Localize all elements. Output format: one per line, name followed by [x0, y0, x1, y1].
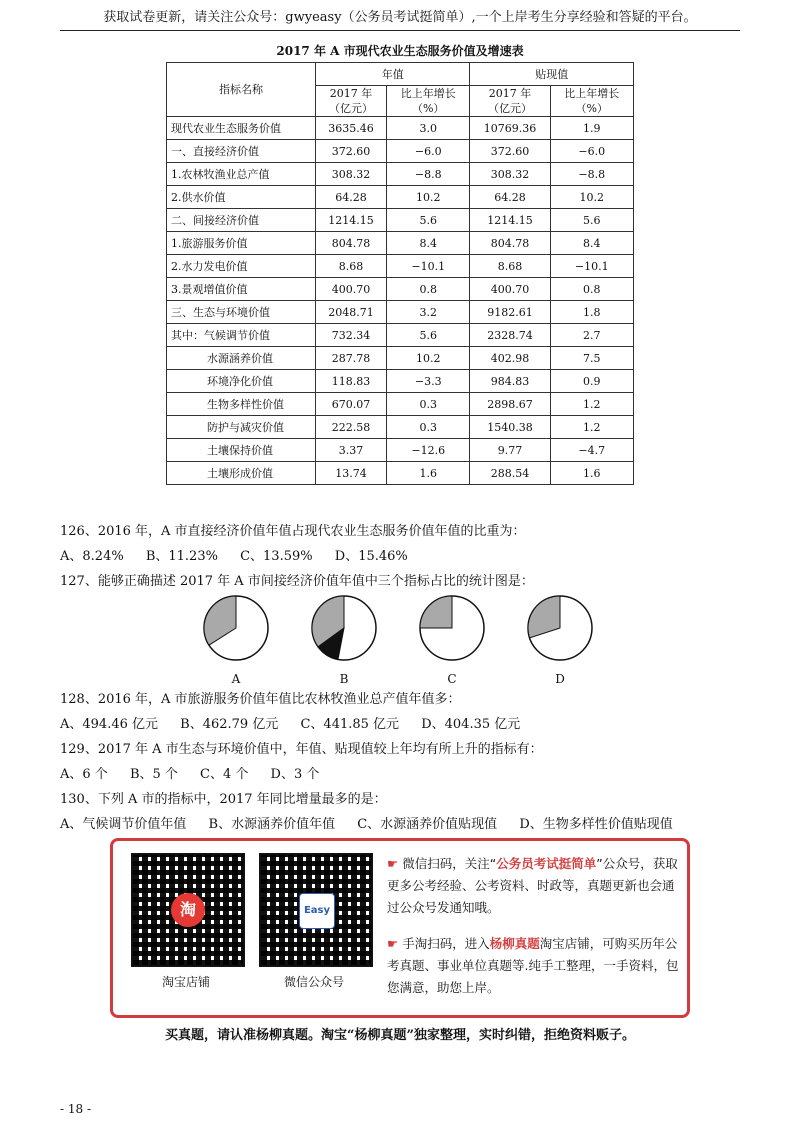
question-126: 126、2016 年，A 市直接经济价值年值占现代农业生态服务价值年值的比重为： [60, 524, 526, 539]
cell-indicator-name: 三、生态与环境价值 [167, 301, 316, 324]
cell-discount-growth: 2.7 [550, 324, 633, 347]
footer-notice: 买真题，请认准杨柳真题。淘宝“杨柳真题”独家整理，实时纠错，拒绝资料贩子。 [165, 1028, 635, 1043]
cell-discount-growth: 1.9 [550, 117, 633, 140]
pie-option-label: B [339, 672, 349, 686]
cell-annual-value: 287.78 [316, 347, 387, 370]
pie-chart [200, 592, 272, 664]
option-d[interactable]: D、404.35 亿元 [421, 717, 521, 732]
cell-indicator-name: 2.水力发电价值 [167, 255, 316, 278]
table-row [167, 462, 634, 485]
option-c[interactable]: C、4 个 [200, 767, 249, 782]
option-b[interactable]: B、水源涵养价值年值 [208, 817, 336, 832]
cell-discount-value: 1540.38 [470, 416, 550, 439]
cell-annual-value: 400.70 [316, 278, 387, 301]
col-discount-growth: 比上年增长 （%） [550, 86, 633, 117]
pointing-hand-icon: ☛ [387, 856, 399, 871]
cell-annual-growth: −12.6 [387, 439, 470, 462]
cell-annual-growth: 0.3 [387, 416, 470, 439]
cell-annual-growth: 3.2 [387, 301, 470, 324]
table-row [167, 140, 634, 163]
wechat-promo-text: ☛ 微信扫码，关注“公务员考试挺简单”公众号，获取更多公考经验、公考资料、时政等，真题更新也会通过公众号发通知哦。 [387, 853, 683, 919]
col-group-annual: 年值 [316, 63, 470, 86]
table-row [167, 163, 634, 186]
cell-indicator-name: 1.旅游服务价值 [167, 232, 316, 255]
cell-annual-value: 2048.71 [316, 301, 387, 324]
taobao-icon: 淘 [171, 893, 205, 927]
cell-discount-value: 804.78 [470, 232, 550, 255]
pie-option-c[interactable] [416, 592, 488, 686]
table-row [167, 416, 634, 439]
table-row [167, 347, 634, 370]
cell-discount-value: 8.68 [470, 255, 550, 278]
question-128: 128、2016 年，A 市旅游服务价值年值比农林牧渔业总产值年值多： [60, 692, 461, 707]
taobao-qr-caption: 淘宝店铺 [161, 975, 210, 989]
table-row [167, 255, 634, 278]
cell-discount-value: 9182.61 [470, 301, 550, 324]
cell-annual-value: 3.37 [316, 439, 387, 462]
question-128-options [60, 713, 538, 732]
cell-indicator-name: 防护与减灾价值 [167, 416, 316, 439]
cell-annual-value: 13.74 [316, 462, 387, 485]
cell-discount-growth: 10.2 [550, 186, 633, 209]
cell-discount-value: 984.83 [470, 370, 550, 393]
pie-option-b[interactable] [308, 592, 380, 686]
pie-chart [308, 592, 380, 664]
col-header-name: 指标名称 [167, 63, 316, 117]
pie-option-a[interactable] [200, 592, 272, 686]
option-b[interactable]: B、5 个 [129, 767, 178, 782]
cell-discount-growth: 0.9 [550, 370, 633, 393]
cell-indicator-name: 水源涵养价值 [167, 347, 316, 370]
cell-indicator-name: 土壤保持价值 [167, 439, 316, 462]
option-a[interactable]: A、8.24% [60, 549, 124, 564]
option-a[interactable]: A、气候调节价值年值 [60, 817, 187, 832]
cell-discount-growth: −6.0 [550, 140, 633, 163]
cell-discount-growth: 1.2 [550, 393, 633, 416]
col-annual-growth: 比上年增长 （%） [387, 86, 470, 117]
option-a[interactable]: A、494.46 亿元 [60, 717, 159, 732]
pie-options [200, 592, 600, 686]
cell-discount-growth: 1.8 [550, 301, 633, 324]
cell-annual-growth: 5.6 [387, 209, 470, 232]
option-d[interactable]: D、3 个 [270, 767, 320, 782]
cell-indicator-name: 1.农林牧渔业总产值 [167, 163, 316, 186]
table-row [167, 278, 634, 301]
cell-discount-growth: 1.6 [550, 462, 633, 485]
cell-annual-value: 732.34 [316, 324, 387, 347]
cell-indicator-name: 土壤形成价值 [167, 462, 316, 485]
option-d[interactable]: D、15.46% [334, 549, 408, 564]
cell-annual-value: 64.28 [316, 186, 387, 209]
cell-annual-growth: 5.6 [387, 324, 470, 347]
cell-discount-growth: 7.5 [550, 347, 633, 370]
page-number: - 18 - [60, 1102, 92, 1116]
cell-indicator-name: 其中：气候调节价值 [167, 324, 316, 347]
wechat-qr-code[interactable] [259, 853, 373, 967]
table-row [167, 209, 634, 232]
option-c[interactable]: C、13.59% [240, 549, 313, 564]
cell-discount-growth: 0.8 [550, 278, 633, 301]
cell-annual-growth: −8.8 [387, 163, 470, 186]
pie-chart [416, 592, 488, 664]
col-annual-value: 2017 年 （亿元） [316, 86, 387, 117]
cell-annual-value: 804.78 [316, 232, 387, 255]
pie-option-label: D [555, 672, 565, 686]
cell-discount-value: 402.98 [470, 347, 550, 370]
cell-annual-growth: −10.1 [387, 255, 470, 278]
cell-annual-growth: 0.3 [387, 393, 470, 416]
cell-annual-value: 1214.15 [316, 209, 387, 232]
question-129: 129、2017 年 A 市生态与环境价值中，年值、贴现值较上年均有所上升的指标有： [60, 742, 543, 757]
cell-annual-value: 118.83 [316, 370, 387, 393]
cell-annual-growth: 3.0 [387, 117, 470, 140]
cell-annual-value: 308.32 [316, 163, 387, 186]
cell-annual-value: 3635.46 [316, 117, 387, 140]
table-row [167, 232, 634, 255]
question-130-options [60, 813, 673, 832]
cell-discount-value: 9.77 [470, 439, 550, 462]
option-a[interactable]: A、6 个 [60, 767, 108, 782]
cell-discount-growth: 5.6 [550, 209, 633, 232]
cell-annual-growth: 0.8 [387, 278, 470, 301]
cell-indicator-name: 现代农业生态服务价值 [167, 117, 316, 140]
cell-annual-growth: 1.6 [387, 462, 470, 485]
cell-annual-value: 670.07 [316, 393, 387, 416]
taobao-qr-code[interactable] [131, 853, 245, 967]
table-row [167, 393, 634, 416]
table-row [167, 439, 634, 462]
easy-logo-icon: Easy [299, 893, 335, 929]
option-b[interactable]: B、462.79 亿元 [180, 717, 279, 732]
wechat-qr-caption: 微信公众号 [283, 975, 344, 989]
table-title: 2017 年 A 市现代农业生态服务价值及增速表 [276, 44, 524, 58]
col-group-discount: 贴现值 [470, 63, 634, 86]
promo-box [110, 838, 690, 1018]
cell-discount-value: 400.70 [470, 278, 550, 301]
cell-discount-value: 372.60 [470, 140, 550, 163]
table-row [167, 324, 634, 347]
cell-annual-growth: −6.0 [387, 140, 470, 163]
cell-discount-value: 2898.67 [470, 393, 550, 416]
cell-discount-growth: −10.1 [550, 255, 633, 278]
cell-discount-value: 2328.74 [470, 324, 550, 347]
cell-indicator-name: 二、间接经济价值 [167, 209, 316, 232]
cell-indicator-name: 环境净化价值 [167, 370, 316, 393]
taobao-promo-text: ☛ 手淘扫码，进入杨柳真题淘宝店铺，可购买历年公考真题、事业单位真题等.纯手工整理，一手资料，包您满意，助您上岸。 [387, 933, 683, 999]
cell-indicator-name: 2.供水价值 [167, 186, 316, 209]
cell-indicator-name: 生物多样性价值 [167, 393, 316, 416]
cell-indicator-name: 一、直接经济价值 [167, 140, 316, 163]
cell-annual-growth: 8.4 [387, 232, 470, 255]
cell-annual-value: 222.58 [316, 416, 387, 439]
cell-annual-growth: −3.3 [387, 370, 470, 393]
cell-discount-value: 10769.36 [470, 117, 550, 140]
question-126-options [60, 545, 426, 564]
cell-annual-growth: 10.2 [387, 186, 470, 209]
pointing-hand-icon: ☛ [387, 936, 399, 951]
question-130: 130、下列 A 市的指标中，2017 年同比增量最多的是： [60, 792, 387, 807]
pie-chart [524, 592, 596, 664]
cell-indicator-name: 3.景观增值价值 [167, 278, 316, 301]
table-row [167, 186, 634, 209]
pie-option-label: C [447, 672, 457, 686]
table-row [167, 301, 634, 324]
cell-discount-growth: −4.7 [550, 439, 633, 462]
cell-discount-value: 288.54 [470, 462, 550, 485]
pie-option-label: A [231, 672, 241, 686]
cell-discount-growth: −8.8 [550, 163, 633, 186]
cell-annual-value: 8.68 [316, 255, 387, 278]
cell-annual-value: 372.60 [316, 140, 387, 163]
option-b[interactable]: B、11.23% [145, 549, 218, 564]
table-row [167, 117, 634, 140]
cell-discount-growth: 8.4 [550, 232, 633, 255]
question-129-options [60, 763, 337, 782]
cell-annual-growth: 10.2 [387, 347, 470, 370]
cell-discount-value: 1214.15 [470, 209, 550, 232]
question-127: 127、能够正确描述 2017 年 A 市间接经济价值年值中三个指标占比的统计图是： [60, 574, 534, 589]
data-table [166, 62, 634, 485]
pie-option-d[interactable] [524, 592, 596, 686]
page-header: 获取试卷更新，请关注公众号：gwyeasy（公务员考试挺简单）,一个上岸考生分享经验和答疑的平台。 [60, 8, 740, 31]
option-c[interactable]: C、441.85 亿元 [300, 717, 400, 732]
table-row [167, 370, 634, 393]
option-c[interactable]: C、水源涵养价值贴现值 [357, 817, 498, 832]
cell-discount-value: 64.28 [470, 186, 550, 209]
cell-discount-growth: 1.2 [550, 416, 633, 439]
option-d: D、生物多样性价值贴现值 [519, 817, 673, 832]
col-discount-value: 2017 年 （亿元） [470, 86, 550, 117]
cell-discount-value: 308.32 [470, 163, 550, 186]
pie-gray-slice [420, 596, 452, 628]
